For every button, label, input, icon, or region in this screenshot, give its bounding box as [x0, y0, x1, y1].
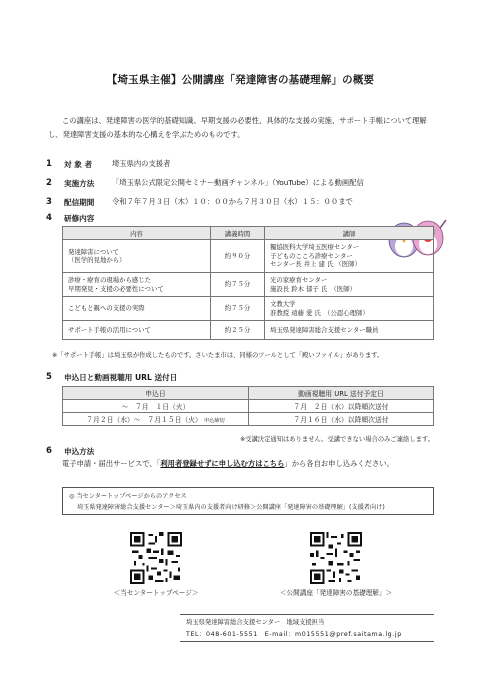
- time-cell: 約７５分: [211, 297, 265, 321]
- table-row: [63, 240, 434, 273]
- lecturer-line: 光の家療育センター: [270, 276, 328, 284]
- contact-box: [180, 614, 434, 642]
- section-number: 1: [46, 159, 52, 169]
- column-header: 講師: [265, 227, 434, 240]
- apply-date-text: ７月２日（水）～ ７月１５日（火）: [86, 416, 202, 424]
- qr-code-icon[interactable]: [310, 532, 362, 584]
- section-period: [46, 195, 353, 209]
- table-row: [63, 400, 434, 413]
- apply-date-cell: ～ ７月 １日（火）: [63, 400, 249, 413]
- table-row: [63, 273, 434, 297]
- section-label: 配信期間: [64, 197, 95, 207]
- lecturer-line: 文教大学: [270, 300, 296, 308]
- notification-note: ※受講決定通知はありません。受講できない場合のみご連絡します。: [239, 436, 434, 443]
- section-value: 「埼玉県公式限定公開セミナー動画チャンネル」（YouTube）による動画配信: [112, 178, 364, 187]
- time-cell: 約７５分: [211, 273, 265, 297]
- section-label: 研修内容: [64, 213, 95, 223]
- section-label: 実施方法: [64, 178, 95, 188]
- table-row: [63, 297, 434, 321]
- lecturer-line: 獨協医科大学埼玉医療センター: [270, 243, 360, 252]
- lecturer-cell: [265, 273, 434, 297]
- section-label: 申込方法: [64, 446, 95, 456]
- page-title: 【埼玉県主催】公開講座「発達障害の基礎理解」の概要: [106, 74, 375, 86]
- content-line: 早期発見・支援の必要性について: [68, 284, 164, 293]
- lecturer-cell: [265, 297, 434, 321]
- lecturer-cell: [265, 240, 434, 273]
- column-header: 講義時間: [211, 227, 265, 240]
- content-cell: サポート手帳の活用について: [63, 321, 211, 340]
- apply-instructions: [62, 458, 442, 469]
- lecturer-line: センター長 井上 建 氏 （医師）: [270, 260, 361, 269]
- section-content: [46, 211, 112, 225]
- training-table: [62, 226, 434, 340]
- lecturer-line: 准教授 遠藤 愛 氏 （公認心理師）: [270, 308, 369, 317]
- section-number: 5: [46, 372, 52, 382]
- table-header-row: [63, 227, 434, 240]
- lecturer-cell: 埼玉県発達障害総合支援センター職員: [265, 321, 434, 340]
- sapoto-note: ※「サポート手帳」は埼玉県が作成したものです。さいたま市は、同様のツールとして「殿いファイル」があります。: [52, 352, 384, 359]
- apply-text: 」から各自お申し込みください。: [284, 459, 394, 468]
- table-row: [63, 321, 434, 340]
- content-line: （医学的見地から）: [68, 256, 126, 264]
- deadline-note: 申込締切: [203, 418, 225, 424]
- table-row: [63, 413, 434, 426]
- section-value: 埼玉県内の支援者: [112, 159, 171, 168]
- time-cell: 約９０分: [211, 240, 265, 273]
- qr-caption-top-page: ＜当センタートップページ＞: [113, 589, 199, 597]
- section-method: [46, 176, 364, 190]
- content-cell: こどもと親への支援の実際: [63, 297, 211, 321]
- section-schedule: [46, 370, 177, 384]
- access-path: 埼玉県発達障害総合支援センター＞埼玉県内の支援者向け研修＞公開講座「発達障害の基礎理解」(支援者向け): [77, 504, 385, 511]
- contact-tel-email: TEL：048-601-5551 E-mail：m015551@pref.saitama.lg.jp: [186, 631, 402, 638]
- send-date-cell: ７月 ２日（水）以降順次送付: [249, 400, 434, 413]
- section-apply: [46, 444, 94, 458]
- apply-date-cell: [63, 413, 249, 426]
- content-cell: [63, 240, 211, 273]
- lecturer-line: 施設長 鈴木 郁子 氏 （医師）: [270, 284, 356, 293]
- access-box: [62, 487, 434, 515]
- contact-org: 埼玉県発達障害総合支援センター 地域支援担当: [186, 619, 325, 626]
- section-label: 申込日と動画視聴用 URL 送付日: [64, 372, 178, 382]
- section-number: 6: [46, 446, 52, 456]
- time-cell: 約２５分: [211, 321, 265, 340]
- access-heading: ◎ 当センタートップページからのアクセス: [69, 493, 187, 500]
- schedule-table: [62, 386, 434, 426]
- qr-caption-lecture: ＜公開講座「発達障害の基礎理解」＞: [279, 589, 393, 597]
- section-number: 4: [46, 213, 52, 223]
- lecturer-line: 子どものこころ診療センター: [270, 251, 353, 260]
- apply-text: 電子申請・届出サービスで、「: [62, 459, 161, 468]
- section-number: 2: [46, 178, 52, 188]
- section-label: 対 象 者: [64, 159, 93, 169]
- apply-link[interactable]: 利用者登録せずに申し込む方はこちら: [160, 459, 285, 468]
- send-date-cell: ７月１６日（水）以降順次送付: [249, 413, 434, 426]
- column-header: 内容: [63, 227, 211, 240]
- column-header: 動画視聴用 URL 送付予定日: [249, 387, 434, 400]
- content-cell: [63, 273, 211, 297]
- qr-code-icon[interactable]: [130, 532, 182, 584]
- table-header-row: [63, 387, 434, 400]
- section-target: [46, 157, 170, 171]
- section-number: 3: [46, 197, 52, 207]
- column-header: 申込日: [63, 387, 249, 400]
- content-line: 診療・療育の現場から感じた: [68, 276, 152, 284]
- content-line: 発達障害について: [68, 247, 119, 256]
- intro-paragraph: この講座は、発達障害の医学的基礎知識、早期支援の必要性、具体的な支援の実施、サポート手帳について理解し、発達障害支援の基本的な心構えを学ぶためのものです。: [48, 116, 427, 139]
- section-value: 令和７年７月３日（木）１０：００から７月３０日（水）１５：００まで: [112, 197, 353, 206]
